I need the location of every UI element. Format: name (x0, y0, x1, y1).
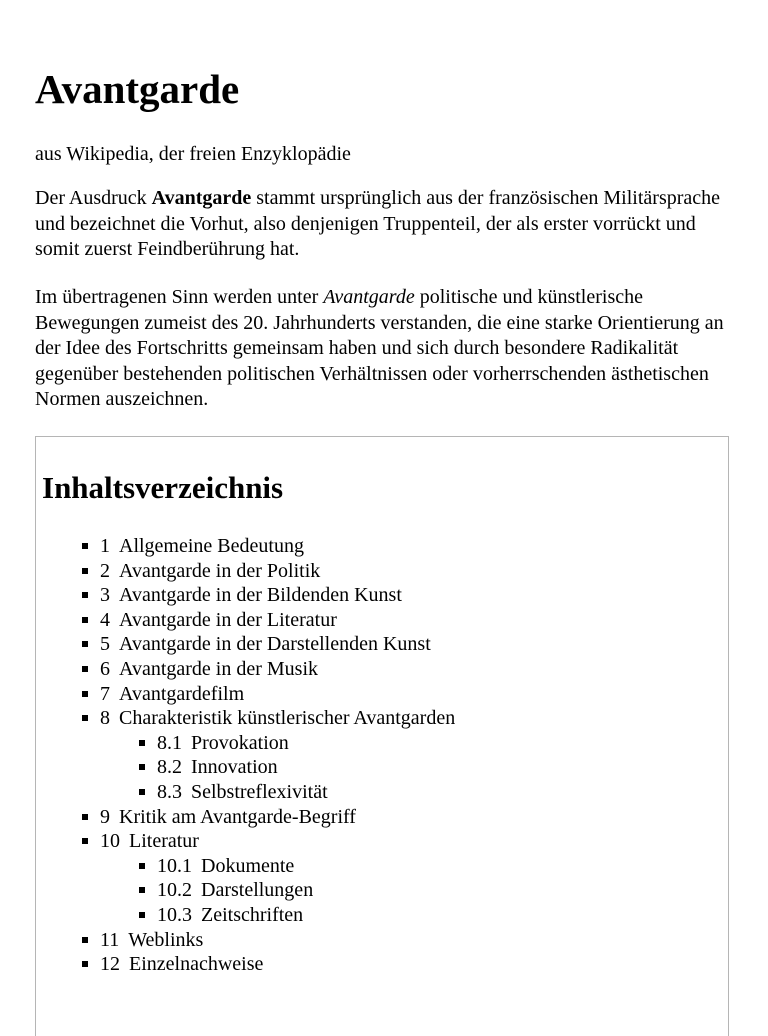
toc-item-number: 8 (100, 707, 110, 730)
toc-item[interactable] (35, 682, 455, 707)
toc-item-number: 4 (100, 608, 110, 631)
toc-item-number: 8.3 (157, 780, 182, 803)
toc-item-label[interactable]: Avantgarde in der Darstellenden Kunst (119, 633, 431, 656)
bullet-icon (139, 789, 145, 795)
bullet-icon (139, 740, 145, 746)
bullet-icon (82, 838, 88, 844)
toc-item-number: 1 (100, 535, 110, 557)
intro-text: stammt ursprünglich aus der französischen Militärsprache und bezeichnet die Vorhut, also denjenigen Truppenteil, der als erster vorrückt und somit zuerst Feindberührung hat. (35, 187, 721, 260)
toc-heading: Inhaltsverzeichnis (42, 470, 284, 505)
bullet-icon (82, 617, 88, 623)
toc-item-number: 12 (100, 953, 120, 976)
toc-item-label[interactable]: Allgemeine Bedeutung (119, 535, 304, 557)
toc-item[interactable] (35, 755, 455, 780)
toc-item-label[interactable]: Zeitschriften (201, 903, 304, 926)
toc-item-number: 10.3 (157, 903, 192, 926)
bullet-icon (82, 691, 88, 697)
intro-paragraph-1 (35, 186, 735, 263)
bullet-icon (82, 814, 88, 820)
page-title: Avantgarde (35, 66, 240, 112)
toc-item[interactable] (35, 854, 455, 879)
intro-text: politische und künstlerische Bewegungen zumeist des 20. Jahrhunderts verstanden, die eine starke Orientierung an der Idee des Fortschritts gemeinsam haben und sich durch besondere Radikalität gegenüber bestehenden politischen Verhältnissen oder vorherrschenden ästhetischen Normen auszeichnen. (35, 286, 724, 410)
intro-paragraph-2 (35, 285, 735, 413)
toc-item[interactable] (35, 928, 455, 953)
toc-item[interactable] (35, 534, 455, 559)
toc-item-number: 10.2 (157, 879, 192, 902)
term-italic: Avantgarde (323, 286, 415, 308)
toc-item-label[interactable]: Selbstreflexivität (191, 780, 328, 803)
bullet-icon (82, 666, 88, 672)
toc-item-label[interactable]: Kritik am Avantgarde-Begriff (119, 805, 356, 828)
toc-item-number: 6 (100, 657, 110, 680)
toc-item-label[interactable]: Avantgardefilm (119, 682, 245, 705)
toc-item[interactable] (35, 805, 455, 830)
term-bold: Avantgarde (151, 187, 252, 209)
toc-item-number: 9 (100, 805, 110, 828)
toc-item[interactable] (35, 706, 455, 731)
toc-list (35, 534, 455, 977)
toc-item-number: 10 (100, 830, 120, 853)
bullet-icon (82, 937, 88, 943)
bullet-icon (82, 715, 88, 721)
bullet-icon (82, 543, 88, 549)
toc-item-number: 5 (100, 633, 110, 656)
toc-item-label[interactable]: Weblinks (128, 928, 204, 951)
toc-item[interactable] (35, 559, 455, 584)
site-subtitle: aus Wikipedia, der freien Enzyklopädie (35, 143, 351, 165)
toc-item-label[interactable]: Provokation (191, 731, 289, 754)
toc-item-number: 10.1 (157, 854, 192, 877)
toc-item[interactable] (35, 780, 455, 805)
toc-item[interactable] (35, 829, 455, 854)
bullet-icon (139, 863, 145, 869)
toc-item-number: 8.2 (157, 756, 182, 779)
toc-item[interactable] (35, 608, 455, 633)
toc-item-label[interactable]: Darstellungen (201, 879, 314, 902)
toc-item-label[interactable]: Avantgarde in der Politik (119, 559, 321, 582)
toc-item-number: 8.1 (157, 731, 182, 754)
bullet-icon (139, 912, 145, 918)
toc-item[interactable] (35, 657, 455, 682)
toc-item[interactable] (35, 878, 455, 903)
toc-item-label[interactable]: Literatur (129, 830, 199, 853)
toc-item-label[interactable]: Avantgarde in der Bildenden Kunst (119, 584, 402, 607)
toc-item[interactable] (35, 583, 455, 608)
toc-item[interactable] (35, 952, 455, 977)
toc-item-label[interactable]: Avantgarde in der Musik (119, 657, 319, 680)
toc-item-label[interactable]: Innovation (191, 756, 278, 779)
toc-item-number: 2 (100, 559, 110, 582)
toc-item-label[interactable]: Avantgarde in der Literatur (119, 608, 337, 631)
toc-item[interactable] (35, 903, 455, 928)
toc-item[interactable] (35, 632, 455, 657)
toc-item-number: 11 (100, 928, 120, 951)
toc-item-number: 7 (100, 682, 110, 705)
bullet-icon (82, 592, 88, 598)
intro-text: Im übertragenen Sinn werden unter (35, 286, 324, 308)
toc-item-label[interactable]: Dokumente (201, 854, 295, 877)
toc-item-label[interactable]: Einzelnachweise (129, 953, 264, 976)
bullet-icon (82, 641, 88, 647)
toc-item-number: 3 (100, 584, 110, 607)
bullet-icon (139, 887, 145, 893)
bullet-icon (82, 961, 88, 967)
bullet-icon (139, 764, 145, 770)
toc-item-label[interactable]: Charakteristik künstlerischer Avantgarden (119, 707, 456, 730)
intro-text: Der Ausdruck (35, 187, 152, 209)
toc-item[interactable] (35, 731, 455, 756)
bullet-icon (82, 568, 88, 574)
